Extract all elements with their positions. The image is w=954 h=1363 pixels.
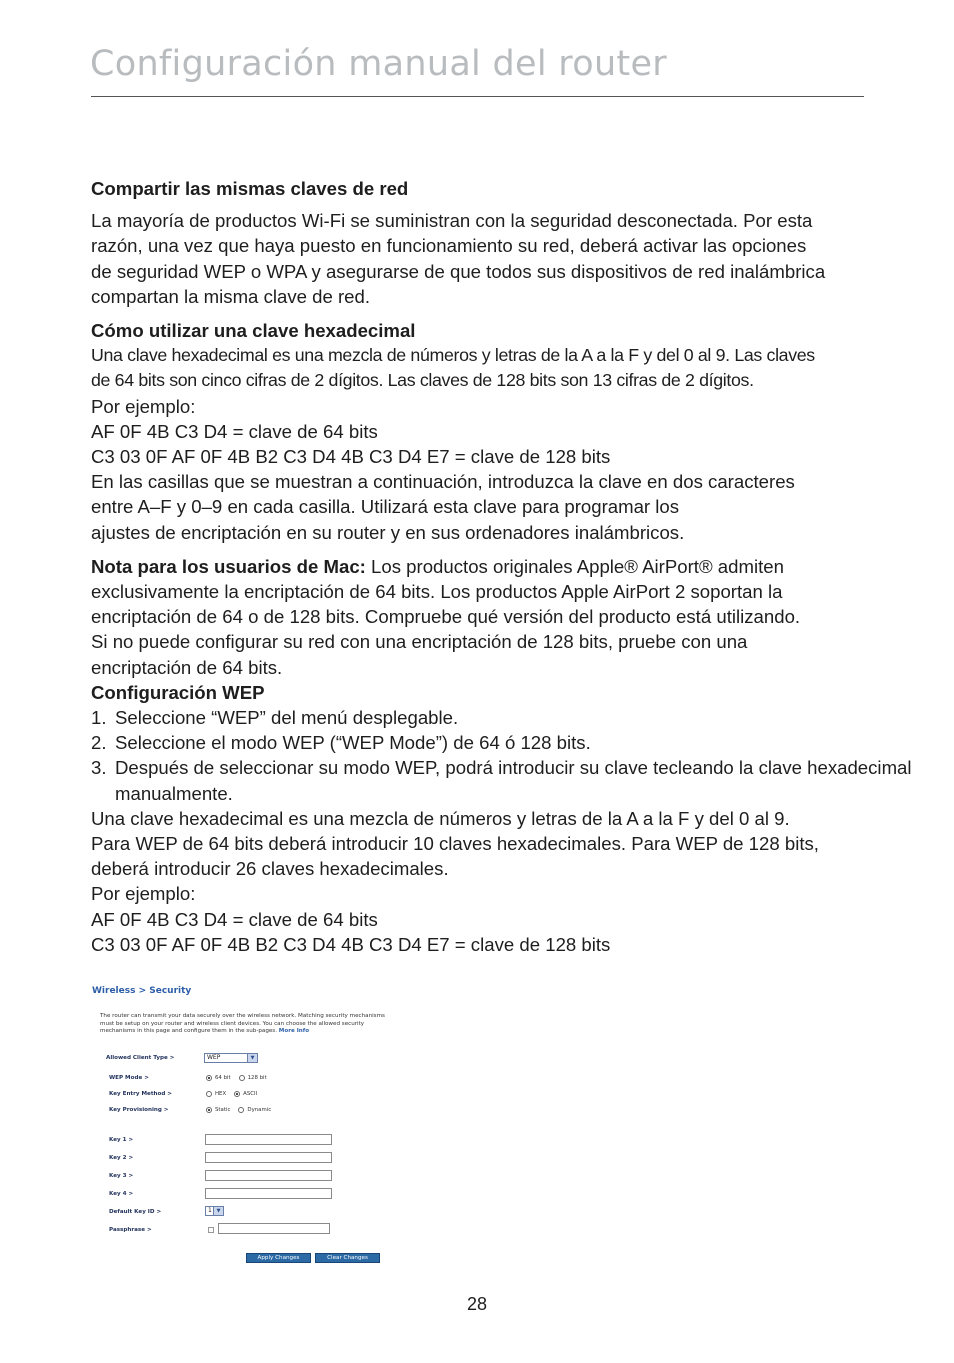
paragraph-line: Una clave hexadecimal es una mezcla de números y letras de la A a la F y del 0 al 9. <box>91 807 790 829</box>
paragraph-line: Por ejemplo: <box>91 395 196 417</box>
wep-mode-label: WEP Mode > <box>109 1075 149 1081</box>
paragraph-line: de 64 bits son cinco cifras de 2 dígitos. Las claves de 128 bits son 13 cifras de 2 dígitos. <box>91 370 754 391</box>
step-text: Seleccione el modo WEP (“WEP Mode”) de 64 ó 128 bits. <box>115 732 591 754</box>
key-provisioning-label: Key Provisioning > <box>109 1107 169 1113</box>
radio-label: 128 bit <box>247 1075 267 1081</box>
key-prov-static-radio[interactable] <box>206 1107 212 1113</box>
paragraph-line: encriptación de 64 o de 128 bits. Compruebe qué versión del producto está utilizando. <box>91 606 801 628</box>
key1-input[interactable] <box>205 1134 332 1145</box>
key-entry-options <box>206 1091 257 1097</box>
list-item <box>91 755 921 805</box>
page-title: Configuración manual del router <box>90 44 667 84</box>
step-number: 2. <box>91 732 107 754</box>
list-item <box>91 705 921 730</box>
step-number: 3. <box>91 757 107 779</box>
passphrase-input[interactable] <box>218 1223 330 1234</box>
select-value: WEP <box>207 1054 221 1061</box>
key4-input[interactable] <box>205 1188 332 1199</box>
key-entry-hex-radio[interactable] <box>206 1091 212 1097</box>
radio-label: ASCII <box>243 1091 258 1097</box>
key-entry-method-label: Key Entry Method > <box>109 1091 172 1097</box>
paragraph-line: deberá introducir 26 claves hexadecimales. <box>91 858 449 880</box>
title-divider <box>91 96 864 97</box>
paragraph-line: En las casillas que se muestran a continuación, introduzca la clave en dos caracteres <box>91 471 795 493</box>
allowed-client-type-label: Allowed Client Type > <box>106 1055 175 1061</box>
mac-note-label: Nota para los usuarios de Mac: <box>91 555 366 577</box>
list-item <box>91 730 921 755</box>
key2-label: Key 2 > <box>109 1155 134 1161</box>
radio-label: Dynamic <box>247 1107 272 1113</box>
wep-mode-128-radio[interactable] <box>239 1075 245 1081</box>
radio-label: 64 bit <box>215 1075 231 1081</box>
section-heading-shared-keys: Compartir las mismas claves de red <box>91 178 409 199</box>
default-key-id-label: Default Key ID > <box>109 1209 162 1215</box>
router-security-screenshot <box>92 984 385 1269</box>
mac-note-text: Los productos originales Apple® AirPort® admiten <box>365 555 784 577</box>
key2-input[interactable] <box>205 1152 332 1163</box>
default-key-id-select[interactable] <box>205 1206 224 1216</box>
paragraph-line: entre A–F y 0–9 en cada casilla. Utilizará esta clave para programar los <box>91 496 680 518</box>
step-text: Después de seleccionar su modo WEP, podrá introducir su clave tecleando la clave hexadecimal manualmente. <box>115 757 912 804</box>
step-number: 1. <box>91 707 107 729</box>
paragraph-line: Una clave hexadecimal es una mezcla de números y letras de la A a la F y del 0 al 9. Las claves <box>91 345 815 366</box>
paragraph-line: Para WEP de 64 bits deberá introducir 10 claves hexadecimales. Para WEP de 128 bits, <box>91 833 819 855</box>
breadcrumb: Wireless > Security <box>92 986 192 996</box>
step-text: Seleccione “WEP” del menú desplegable. <box>115 707 459 729</box>
key4-label: Key 4 > <box>109 1191 134 1197</box>
passphrase-checkbox[interactable] <box>208 1227 214 1233</box>
paragraph-line: ajustes de encriptación en su router y en sus ordenadores inalámbricos. <box>91 521 685 543</box>
example-128bit: C3 03 0F AF 0F 4B B2 C3 D4 4B C3 D4 E7 = clave de 128 bits <box>91 933 611 955</box>
paragraph-line: encriptación de 64 bits. <box>91 656 283 678</box>
description-text: The router can transmit your data securely over the wireless network. Matching security mechanisms must be setup on your router and wireless client devices. You can choose the allowed security mechanisms in this page and configure them in the sub-pages. <box>100 1013 385 1035</box>
paragraph-line: de seguridad WEP o WPA y asegurarse de que todos sus dispositivos de red inalámbrica <box>91 260 826 282</box>
example-64bit: AF 0F 4B C3 D4 = clave de 64 bits <box>91 420 378 442</box>
radio-label: Static <box>215 1107 231 1113</box>
apply-changes-button[interactable]: Apply Changes <box>246 1253 311 1263</box>
page-number: 28 <box>466 1294 488 1314</box>
key-entry-ascii-radio[interactable] <box>234 1091 240 1097</box>
paragraph-line: exclusivamente la encriptación de 64 bits. Los productos Apple AirPort 2 soportan la <box>91 581 783 603</box>
wep-mode-options <box>206 1075 267 1081</box>
clear-changes-button[interactable]: Clear Changes <box>315 1253 380 1263</box>
radio-label: HEX <box>215 1091 227 1097</box>
key-provisioning-options <box>206 1107 271 1113</box>
chevron-down-icon: ▼ <box>247 1054 257 1062</box>
key3-label: Key 3 > <box>109 1173 134 1179</box>
key1-label: Key 1 > <box>109 1137 134 1143</box>
allowed-client-type-select[interactable] <box>204 1053 258 1063</box>
paragraph-line: Si no puede configurar su red con una encriptación de 128 bits, pruebe con una <box>91 631 748 653</box>
passphrase-label: Passphrase > <box>109 1227 152 1233</box>
key-prov-dynamic-radio[interactable] <box>238 1107 244 1113</box>
wep-steps <box>91 705 921 806</box>
wep-mode-64-radio[interactable] <box>206 1075 212 1081</box>
example-64bit: AF 0F 4B C3 D4 = clave de 64 bits <box>91 908 378 930</box>
more-info-link[interactable]: More Info <box>278 1028 310 1035</box>
main-content <box>91 176 921 957</box>
select-value: 1 <box>208 1207 212 1214</box>
paragraph-line: La mayoría de productos Wi-Fi se suministran con la seguridad desconectada. Por esta <box>91 210 813 232</box>
paragraph-line: razón, una vez que haya puesto en funcionamiento su red, deberá activar las opciones <box>91 235 807 257</box>
mac-note <box>91 554 921 579</box>
paragraph-line: compartan la misma clave de red. <box>91 285 371 307</box>
paragraph-line: Por ejemplo: <box>91 883 196 905</box>
example-128bit: C3 03 0F AF 0F 4B B2 C3 D4 4B C3 D4 E7 = clave de 128 bits <box>91 446 611 468</box>
section-heading-wep: Configuración WEP <box>91 681 265 703</box>
section-heading-hex-key: Cómo utilizar una clave hexadecimal <box>91 320 416 342</box>
security-description <box>100 1013 390 1036</box>
chevron-down-icon: ▼ <box>213 1207 223 1215</box>
key3-input[interactable] <box>205 1170 332 1181</box>
